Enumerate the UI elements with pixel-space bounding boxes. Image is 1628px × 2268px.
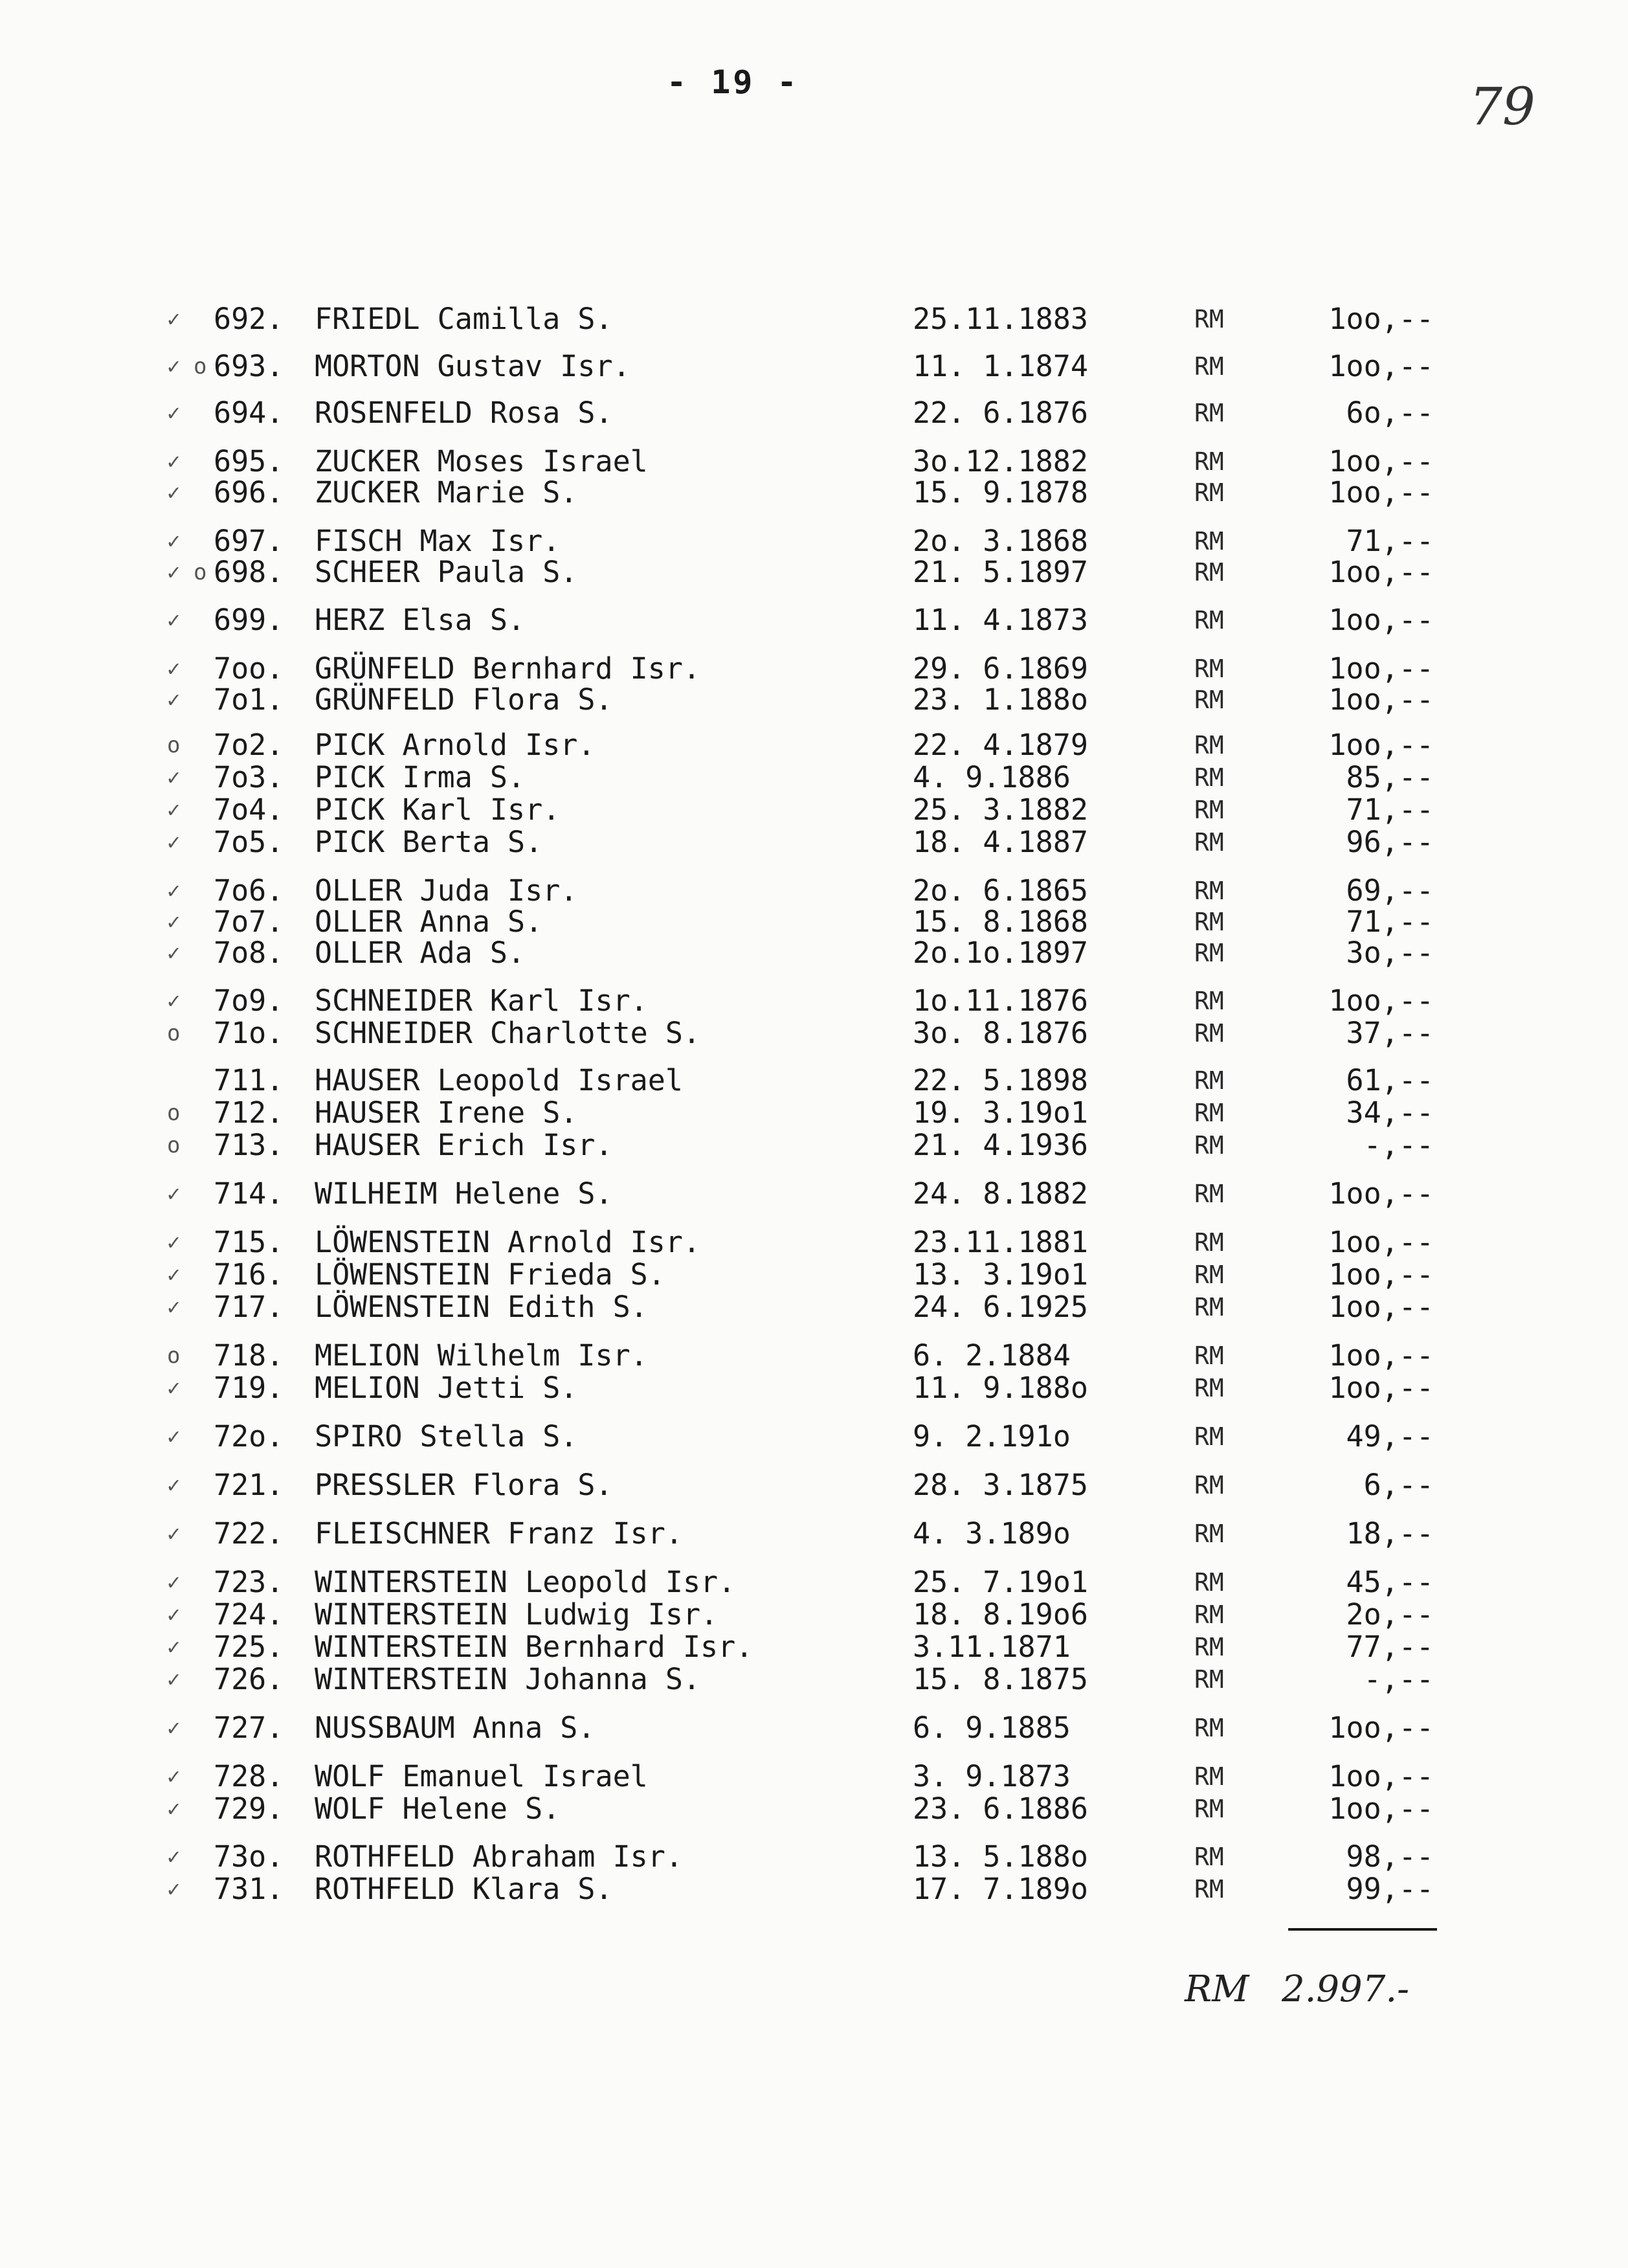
person-name: LÖWENSTEIN Arnold Isr. bbox=[315, 1225, 701, 1259]
entry-number: 693. bbox=[214, 349, 284, 383]
list-item bbox=[0, 1128, 1628, 1162]
amount: 1oo,-- bbox=[1328, 302, 1434, 336]
person-name: LÖWENSTEIN Edith S. bbox=[315, 1290, 648, 1324]
check-mark: ✓ bbox=[167, 878, 181, 904]
currency: RM bbox=[1194, 655, 1224, 683]
amount: 1oo,-- bbox=[1328, 444, 1434, 478]
currency: RM bbox=[1194, 1293, 1224, 1321]
amount: 1oo,-- bbox=[1328, 682, 1434, 717]
entry-number: 716. bbox=[214, 1257, 284, 1292]
entry-number: 712. bbox=[214, 1095, 284, 1130]
currency: RM bbox=[1194, 987, 1224, 1015]
person-name: PICK Berta S. bbox=[315, 825, 543, 859]
check-mark: ✓ bbox=[167, 940, 181, 966]
amount: 1oo,-- bbox=[1328, 1371, 1434, 1405]
currency: RM bbox=[1194, 558, 1224, 587]
check-mark: ✓ bbox=[167, 1229, 181, 1255]
entry-number: 72o. bbox=[214, 1419, 284, 1454]
amount: 1oo,-- bbox=[1328, 1225, 1434, 1259]
check-mark: ✓ bbox=[167, 400, 181, 426]
person-name: PICK Arnold Isr. bbox=[315, 728, 596, 762]
list-item bbox=[0, 905, 1628, 939]
list-item bbox=[0, 1872, 1628, 1906]
currency: RM bbox=[1194, 399, 1224, 427]
amount: 1oo,-- bbox=[1328, 603, 1434, 637]
check-mark: ✓ bbox=[167, 1262, 181, 1288]
birth-date: 24. 6.1925 bbox=[913, 1290, 1088, 1324]
amount: 1oo,-- bbox=[1328, 1711, 1434, 1745]
birth-date: 15. 8.1868 bbox=[913, 904, 1088, 939]
amount: 18,-- bbox=[1346, 1516, 1434, 1551]
currency: RM bbox=[1194, 305, 1224, 333]
check-mark: ✓ bbox=[167, 1796, 181, 1822]
birth-date: 28. 3.1875 bbox=[913, 1468, 1088, 1502]
entry-number: 694. bbox=[214, 396, 284, 430]
person-name: FLEISCHNER Franz Isr. bbox=[315, 1516, 683, 1551]
person-name: WINTERSTEIN Ludwig Isr. bbox=[315, 1597, 719, 1632]
entry-number: 727. bbox=[214, 1711, 284, 1745]
amount: 45,-- bbox=[1346, 1565, 1434, 1599]
person-name: WOLF Helene S. bbox=[315, 1791, 561, 1826]
entry-number: 7oo. bbox=[214, 651, 284, 686]
currency: RM bbox=[1194, 1762, 1224, 1791]
entry-number: 73o. bbox=[214, 1839, 284, 1874]
person-name: WINTERSTEIN Leopold Isr. bbox=[315, 1565, 736, 1599]
list-item bbox=[0, 1566, 1628, 1599]
entry-number: 731. bbox=[214, 1872, 284, 1906]
currency: RM bbox=[1194, 1180, 1224, 1208]
list-item bbox=[0, 524, 1628, 558]
birth-date: 19. 3.19o1 bbox=[913, 1095, 1088, 1130]
entry-number: 715. bbox=[214, 1225, 284, 1259]
birth-date: 2o. 3.1868 bbox=[913, 524, 1088, 558]
check-mark: ✓ bbox=[167, 1634, 181, 1660]
person-name: HAUSER Erich Isr. bbox=[315, 1128, 613, 1162]
person-name: WILHEIM Helene S. bbox=[315, 1176, 613, 1211]
amount: 71,-- bbox=[1346, 904, 1434, 939]
amount: 1oo,-- bbox=[1328, 349, 1434, 383]
person-name: SCHNEIDER Charlotte S. bbox=[315, 1016, 701, 1050]
birth-date: 23. 1.188o bbox=[913, 682, 1088, 717]
person-name: SCHEER Paula S. bbox=[315, 555, 578, 589]
currency: RM bbox=[1194, 1019, 1224, 1048]
entry-number: 726. bbox=[214, 1662, 284, 1696]
list-item bbox=[0, 1420, 1628, 1454]
list-item bbox=[0, 1663, 1628, 1696]
currency: RM bbox=[1194, 1665, 1224, 1694]
entry-number: 7o2. bbox=[214, 728, 284, 762]
birth-date: 3o. 8.1876 bbox=[913, 1016, 1088, 1050]
entry-number: 728. bbox=[214, 1759, 284, 1793]
person-name: SCHNEIDER Karl Isr. bbox=[315, 983, 648, 1018]
person-name: OLLER Ada S. bbox=[315, 936, 526, 970]
check-mark: ✓ bbox=[167, 1472, 181, 1498]
list-item bbox=[0, 1598, 1628, 1632]
currency: RM bbox=[1194, 1099, 1224, 1127]
entry-number: 722. bbox=[214, 1516, 284, 1551]
check-mark: ✓ bbox=[167, 480, 181, 506]
currency: RM bbox=[1194, 1843, 1224, 1871]
birth-date: 23.11.1881 bbox=[913, 1225, 1088, 1259]
currency: RM bbox=[1194, 1342, 1224, 1370]
amount: -,-- bbox=[1363, 1128, 1434, 1162]
check-mark: ✓ bbox=[167, 1844, 181, 1870]
currency: RM bbox=[1194, 606, 1224, 634]
entry-number: 729. bbox=[214, 1791, 284, 1826]
birth-date: 11. 9.188o bbox=[913, 1371, 1088, 1405]
check-mark: o bbox=[167, 1020, 181, 1046]
check-mark: ✓ bbox=[167, 765, 181, 791]
person-name: MORTON Gustav Isr. bbox=[315, 349, 630, 383]
check-mark: ✓ bbox=[167, 528, 181, 554]
currency: RM bbox=[1194, 1600, 1224, 1629]
person-name: ZUCKER Marie S. bbox=[315, 475, 578, 510]
birth-date: 3o.12.1882 bbox=[913, 444, 1088, 478]
currency: RM bbox=[1194, 877, 1224, 905]
entry-number: 696. bbox=[214, 475, 284, 510]
birth-date: 22. 6.1876 bbox=[913, 396, 1088, 430]
list-item bbox=[0, 1096, 1628, 1130]
check-mark: ✓ bbox=[167, 1667, 181, 1692]
person-name: PICK Karl Isr. bbox=[315, 792, 561, 827]
list-item bbox=[0, 1290, 1628, 1324]
birth-date: 22. 5.1898 bbox=[913, 1063, 1088, 1097]
total-rule bbox=[1288, 1928, 1437, 1931]
currency: RM bbox=[1194, 1471, 1224, 1499]
list-item bbox=[0, 984, 1628, 1018]
entry-number: 695. bbox=[214, 444, 284, 478]
amount: 6o,-- bbox=[1346, 396, 1434, 430]
list-item bbox=[0, 1630, 1628, 1664]
entry-number: 719. bbox=[214, 1371, 284, 1405]
check-mark: ✓ o bbox=[167, 559, 207, 585]
birth-date: 29. 6.1869 bbox=[913, 651, 1088, 686]
list-item bbox=[0, 683, 1628, 717]
entry-number: 692. bbox=[214, 302, 284, 336]
list-item bbox=[0, 761, 1628, 794]
person-name: NUSSBAUM Anna S. bbox=[315, 1711, 596, 1745]
check-mark: ✓ bbox=[167, 306, 181, 332]
amount: 3o,-- bbox=[1346, 936, 1434, 970]
person-name: MELION Jetti S. bbox=[315, 1371, 578, 1405]
amount: 1oo,-- bbox=[1328, 1257, 1434, 1292]
person-name: ROSENFELD Rosa S. bbox=[315, 396, 613, 430]
birth-date: 18. 8.19o6 bbox=[913, 1597, 1088, 1632]
amount: 2o,-- bbox=[1346, 1597, 1434, 1632]
birth-date: 6. 9.1885 bbox=[913, 1711, 1071, 1745]
person-name: MELION Wilhelm Isr. bbox=[315, 1338, 648, 1373]
entry-number: 721. bbox=[214, 1468, 284, 1502]
person-name: PRESSLER Flora S. bbox=[315, 1468, 613, 1502]
person-name: WINTERSTEIN Johanna S. bbox=[315, 1662, 701, 1696]
list-item bbox=[0, 874, 1628, 908]
amount: 1oo,-- bbox=[1328, 555, 1434, 589]
check-mark: ✓ bbox=[167, 1294, 181, 1320]
list-item bbox=[0, 1840, 1628, 1874]
person-name: LÖWENSTEIN Frieda S. bbox=[315, 1257, 665, 1292]
check-mark: ✓ bbox=[167, 1569, 181, 1595]
check-mark: ✓ bbox=[167, 1375, 181, 1401]
amount: 71,-- bbox=[1346, 792, 1434, 827]
birth-date: 13. 5.188o bbox=[913, 1839, 1088, 1874]
birth-date: 11. 1.1874 bbox=[913, 349, 1088, 383]
entry-number: 7o1. bbox=[214, 682, 284, 717]
currency: RM bbox=[1194, 478, 1224, 507]
list-item bbox=[0, 728, 1628, 762]
check-mark: ✓ bbox=[167, 656, 181, 682]
entry-number: 7o5. bbox=[214, 825, 284, 859]
list-item bbox=[0, 445, 1628, 478]
list-item bbox=[0, 1339, 1628, 1373]
page-number: - 19 - bbox=[667, 63, 799, 101]
person-name: GRÜNFELD Bernhard Isr. bbox=[315, 651, 701, 686]
entry-number: 7o4. bbox=[214, 792, 284, 827]
birth-date: 18. 4.1887 bbox=[913, 825, 1088, 859]
person-name: GRÜNFELD Flora S. bbox=[315, 682, 613, 717]
list-item bbox=[0, 1177, 1628, 1211]
birth-date: 25.11.1883 bbox=[913, 302, 1088, 336]
check-mark: ✓ bbox=[167, 449, 181, 475]
person-name: HERZ Elsa S. bbox=[315, 603, 526, 637]
list-item bbox=[0, 1016, 1628, 1050]
folio-number: 79 bbox=[1469, 76, 1535, 137]
check-mark: ✓ bbox=[167, 1715, 181, 1741]
list-item bbox=[0, 1792, 1628, 1826]
currency: RM bbox=[1194, 1228, 1224, 1257]
birth-date: 3.11.1871 bbox=[913, 1630, 1071, 1664]
list-item bbox=[0, 302, 1628, 336]
birth-date: 21. 4.1936 bbox=[913, 1128, 1088, 1162]
currency: RM bbox=[1194, 527, 1224, 556]
currency: RM bbox=[1194, 1795, 1224, 1823]
list-item bbox=[0, 476, 1628, 510]
entry-number: 699. bbox=[214, 603, 284, 637]
amount: 34,-- bbox=[1346, 1095, 1434, 1130]
currency: RM bbox=[1194, 1066, 1224, 1095]
amount: 1oo,-- bbox=[1328, 651, 1434, 686]
person-name: OLLER Juda Isr. bbox=[315, 873, 578, 908]
entry-number: 698. bbox=[214, 555, 284, 589]
person-name: WOLF Emanuel Israel bbox=[315, 1759, 648, 1793]
check-mark: ✓ o bbox=[167, 354, 207, 379]
list-item bbox=[0, 1711, 1628, 1745]
total-currency: RM bbox=[1185, 1968, 1249, 2010]
amount: 99,-- bbox=[1346, 1872, 1434, 1906]
birth-date: 17. 7.189o bbox=[913, 1872, 1088, 1906]
person-name: SPIRO Stella S. bbox=[315, 1419, 578, 1454]
birth-date: 25. 3.1882 bbox=[913, 792, 1088, 827]
entry-number: 725. bbox=[214, 1630, 284, 1664]
check-mark: ✓ bbox=[167, 988, 181, 1014]
currency: RM bbox=[1194, 1131, 1224, 1160]
list-item bbox=[0, 556, 1628, 589]
list-item bbox=[0, 1760, 1628, 1793]
check-mark: ✓ bbox=[167, 1424, 181, 1450]
birth-date: 15. 9.1878 bbox=[913, 475, 1088, 510]
birth-date: 2o. 6.1865 bbox=[913, 873, 1088, 908]
list-item bbox=[0, 1371, 1628, 1405]
entry-number: 7o3. bbox=[214, 760, 284, 794]
check-mark: ✓ bbox=[167, 1602, 181, 1628]
amount: -,-- bbox=[1363, 1662, 1434, 1696]
currency: RM bbox=[1194, 1633, 1224, 1661]
person-name: PICK Irma S. bbox=[315, 760, 526, 794]
birth-date: 9. 2.191o bbox=[913, 1419, 1071, 1454]
person-name: WINTERSTEIN Bernhard Isr. bbox=[315, 1630, 753, 1664]
list-item bbox=[0, 793, 1628, 827]
list-item bbox=[0, 1468, 1628, 1502]
birth-date: 23. 6.1886 bbox=[913, 1791, 1088, 1826]
amount: 37,-- bbox=[1346, 1016, 1434, 1050]
entry-number: 7o8. bbox=[214, 936, 284, 970]
currency: RM bbox=[1194, 1568, 1224, 1597]
birth-date: 21. 5.1897 bbox=[913, 555, 1088, 589]
currency: RM bbox=[1194, 352, 1224, 381]
birth-date: 3. 9.1873 bbox=[913, 1759, 1071, 1793]
check-mark: o bbox=[167, 1100, 181, 1126]
currency: RM bbox=[1194, 828, 1224, 857]
currency: RM bbox=[1194, 1714, 1224, 1742]
amount: 1oo,-- bbox=[1328, 1791, 1434, 1826]
currency: RM bbox=[1194, 1374, 1224, 1402]
person-name: HAUSER Leopold Israel bbox=[315, 1063, 683, 1097]
check-mark: ✓ bbox=[167, 1876, 181, 1902]
entry-number: 724. bbox=[214, 1597, 284, 1632]
check-mark: ✓ bbox=[167, 687, 181, 713]
amount: 98,-- bbox=[1346, 1839, 1434, 1874]
amount: 1oo,-- bbox=[1328, 983, 1434, 1018]
list-item bbox=[0, 936, 1628, 970]
currency: RM bbox=[1194, 686, 1224, 714]
amount: 1oo,-- bbox=[1328, 1290, 1434, 1324]
amount: 1oo,-- bbox=[1328, 1176, 1434, 1211]
birth-date: 24. 8.1882 bbox=[913, 1176, 1088, 1211]
amount: 1oo,-- bbox=[1328, 475, 1434, 510]
birth-date: 13. 3.19o1 bbox=[913, 1257, 1088, 1292]
check-mark: ✓ bbox=[167, 1521, 181, 1547]
birth-date: 6. 2.1884 bbox=[913, 1338, 1071, 1373]
entry-number: 723. bbox=[214, 1565, 284, 1599]
currency: RM bbox=[1194, 1261, 1224, 1289]
amount: 6,-- bbox=[1363, 1468, 1434, 1502]
amount: 49,-- bbox=[1346, 1419, 1434, 1454]
list-item bbox=[0, 1258, 1628, 1292]
amount: 1oo,-- bbox=[1328, 1338, 1434, 1373]
currency: RM bbox=[1194, 1422, 1224, 1451]
total-amount: 2.997.- bbox=[1282, 1968, 1410, 2010]
entry-number: 711. bbox=[214, 1063, 284, 1097]
currency: RM bbox=[1194, 939, 1224, 967]
birth-date: 4. 9.1886 bbox=[913, 760, 1071, 794]
check-mark: o bbox=[167, 732, 181, 758]
birth-date: 22. 4.1879 bbox=[913, 728, 1088, 762]
currency: RM bbox=[1194, 763, 1224, 792]
list-item bbox=[0, 1226, 1628, 1259]
person-name: ZUCKER Moses Israel bbox=[315, 444, 648, 478]
entry-number: 71o. bbox=[214, 1016, 284, 1050]
list-item bbox=[0, 350, 1628, 383]
entry-number: 718. bbox=[214, 1338, 284, 1373]
check-mark: o bbox=[167, 1343, 181, 1369]
birth-date: 11. 4.1873 bbox=[913, 603, 1088, 637]
person-name: FRIEDL Camilla S. bbox=[315, 302, 613, 336]
currency: RM bbox=[1194, 447, 1224, 476]
currency: RM bbox=[1194, 1875, 1224, 1903]
amount: 96,-- bbox=[1346, 825, 1434, 859]
amount: 1oo,-- bbox=[1328, 1759, 1434, 1793]
currency: RM bbox=[1194, 796, 1224, 824]
person-name: OLLER Anna S. bbox=[315, 904, 543, 939]
check-mark: ✓ bbox=[167, 607, 181, 633]
list-item bbox=[0, 1517, 1628, 1551]
currency: RM bbox=[1194, 1520, 1224, 1548]
currency: RM bbox=[1194, 908, 1224, 936]
birth-date: 15. 8.1875 bbox=[913, 1662, 1088, 1696]
birth-date: 4. 3.189o bbox=[913, 1516, 1071, 1551]
birth-date: 1o.11.1876 bbox=[913, 983, 1088, 1018]
entry-number: 7o7. bbox=[214, 904, 284, 939]
check-mark: ✓ bbox=[167, 797, 181, 823]
birth-date: 2o.1o.1897 bbox=[913, 936, 1088, 970]
check-mark: ✓ bbox=[167, 829, 181, 855]
entry-number: 717. bbox=[214, 1290, 284, 1324]
entry-number: 713. bbox=[214, 1128, 284, 1162]
person-name: ROTHFELD Klara S. bbox=[315, 1872, 613, 1906]
list-item bbox=[0, 1064, 1628, 1097]
amount: 71,-- bbox=[1346, 524, 1434, 558]
birth-date: 25. 7.19o1 bbox=[913, 1565, 1088, 1599]
person-name: HAUSER Irene S. bbox=[315, 1095, 578, 1130]
entry-number: 697. bbox=[214, 524, 284, 558]
list-item bbox=[0, 825, 1628, 859]
amount: 77,-- bbox=[1346, 1630, 1434, 1664]
check-mark: o bbox=[167, 1132, 181, 1158]
entry-number: 7o6. bbox=[214, 873, 284, 908]
entry-number: 7o9. bbox=[214, 983, 284, 1018]
list-item bbox=[0, 603, 1628, 637]
check-mark: ✓ bbox=[167, 1181, 181, 1207]
currency: RM bbox=[1194, 731, 1224, 759]
person-name: FISCH Max Isr. bbox=[315, 524, 561, 558]
amount: 1oo,-- bbox=[1328, 728, 1434, 762]
list-item bbox=[0, 396, 1628, 430]
amount: 69,-- bbox=[1346, 873, 1434, 908]
entry-number: 714. bbox=[214, 1176, 284, 1211]
check-mark: ✓ bbox=[167, 909, 181, 935]
list-item bbox=[0, 652, 1628, 686]
person-name: ROTHFELD Abraham Isr. bbox=[315, 1839, 683, 1874]
amount: 85,-- bbox=[1346, 760, 1434, 794]
amount: 61,-- bbox=[1346, 1063, 1434, 1097]
check-mark: ✓ bbox=[167, 1764, 181, 1790]
